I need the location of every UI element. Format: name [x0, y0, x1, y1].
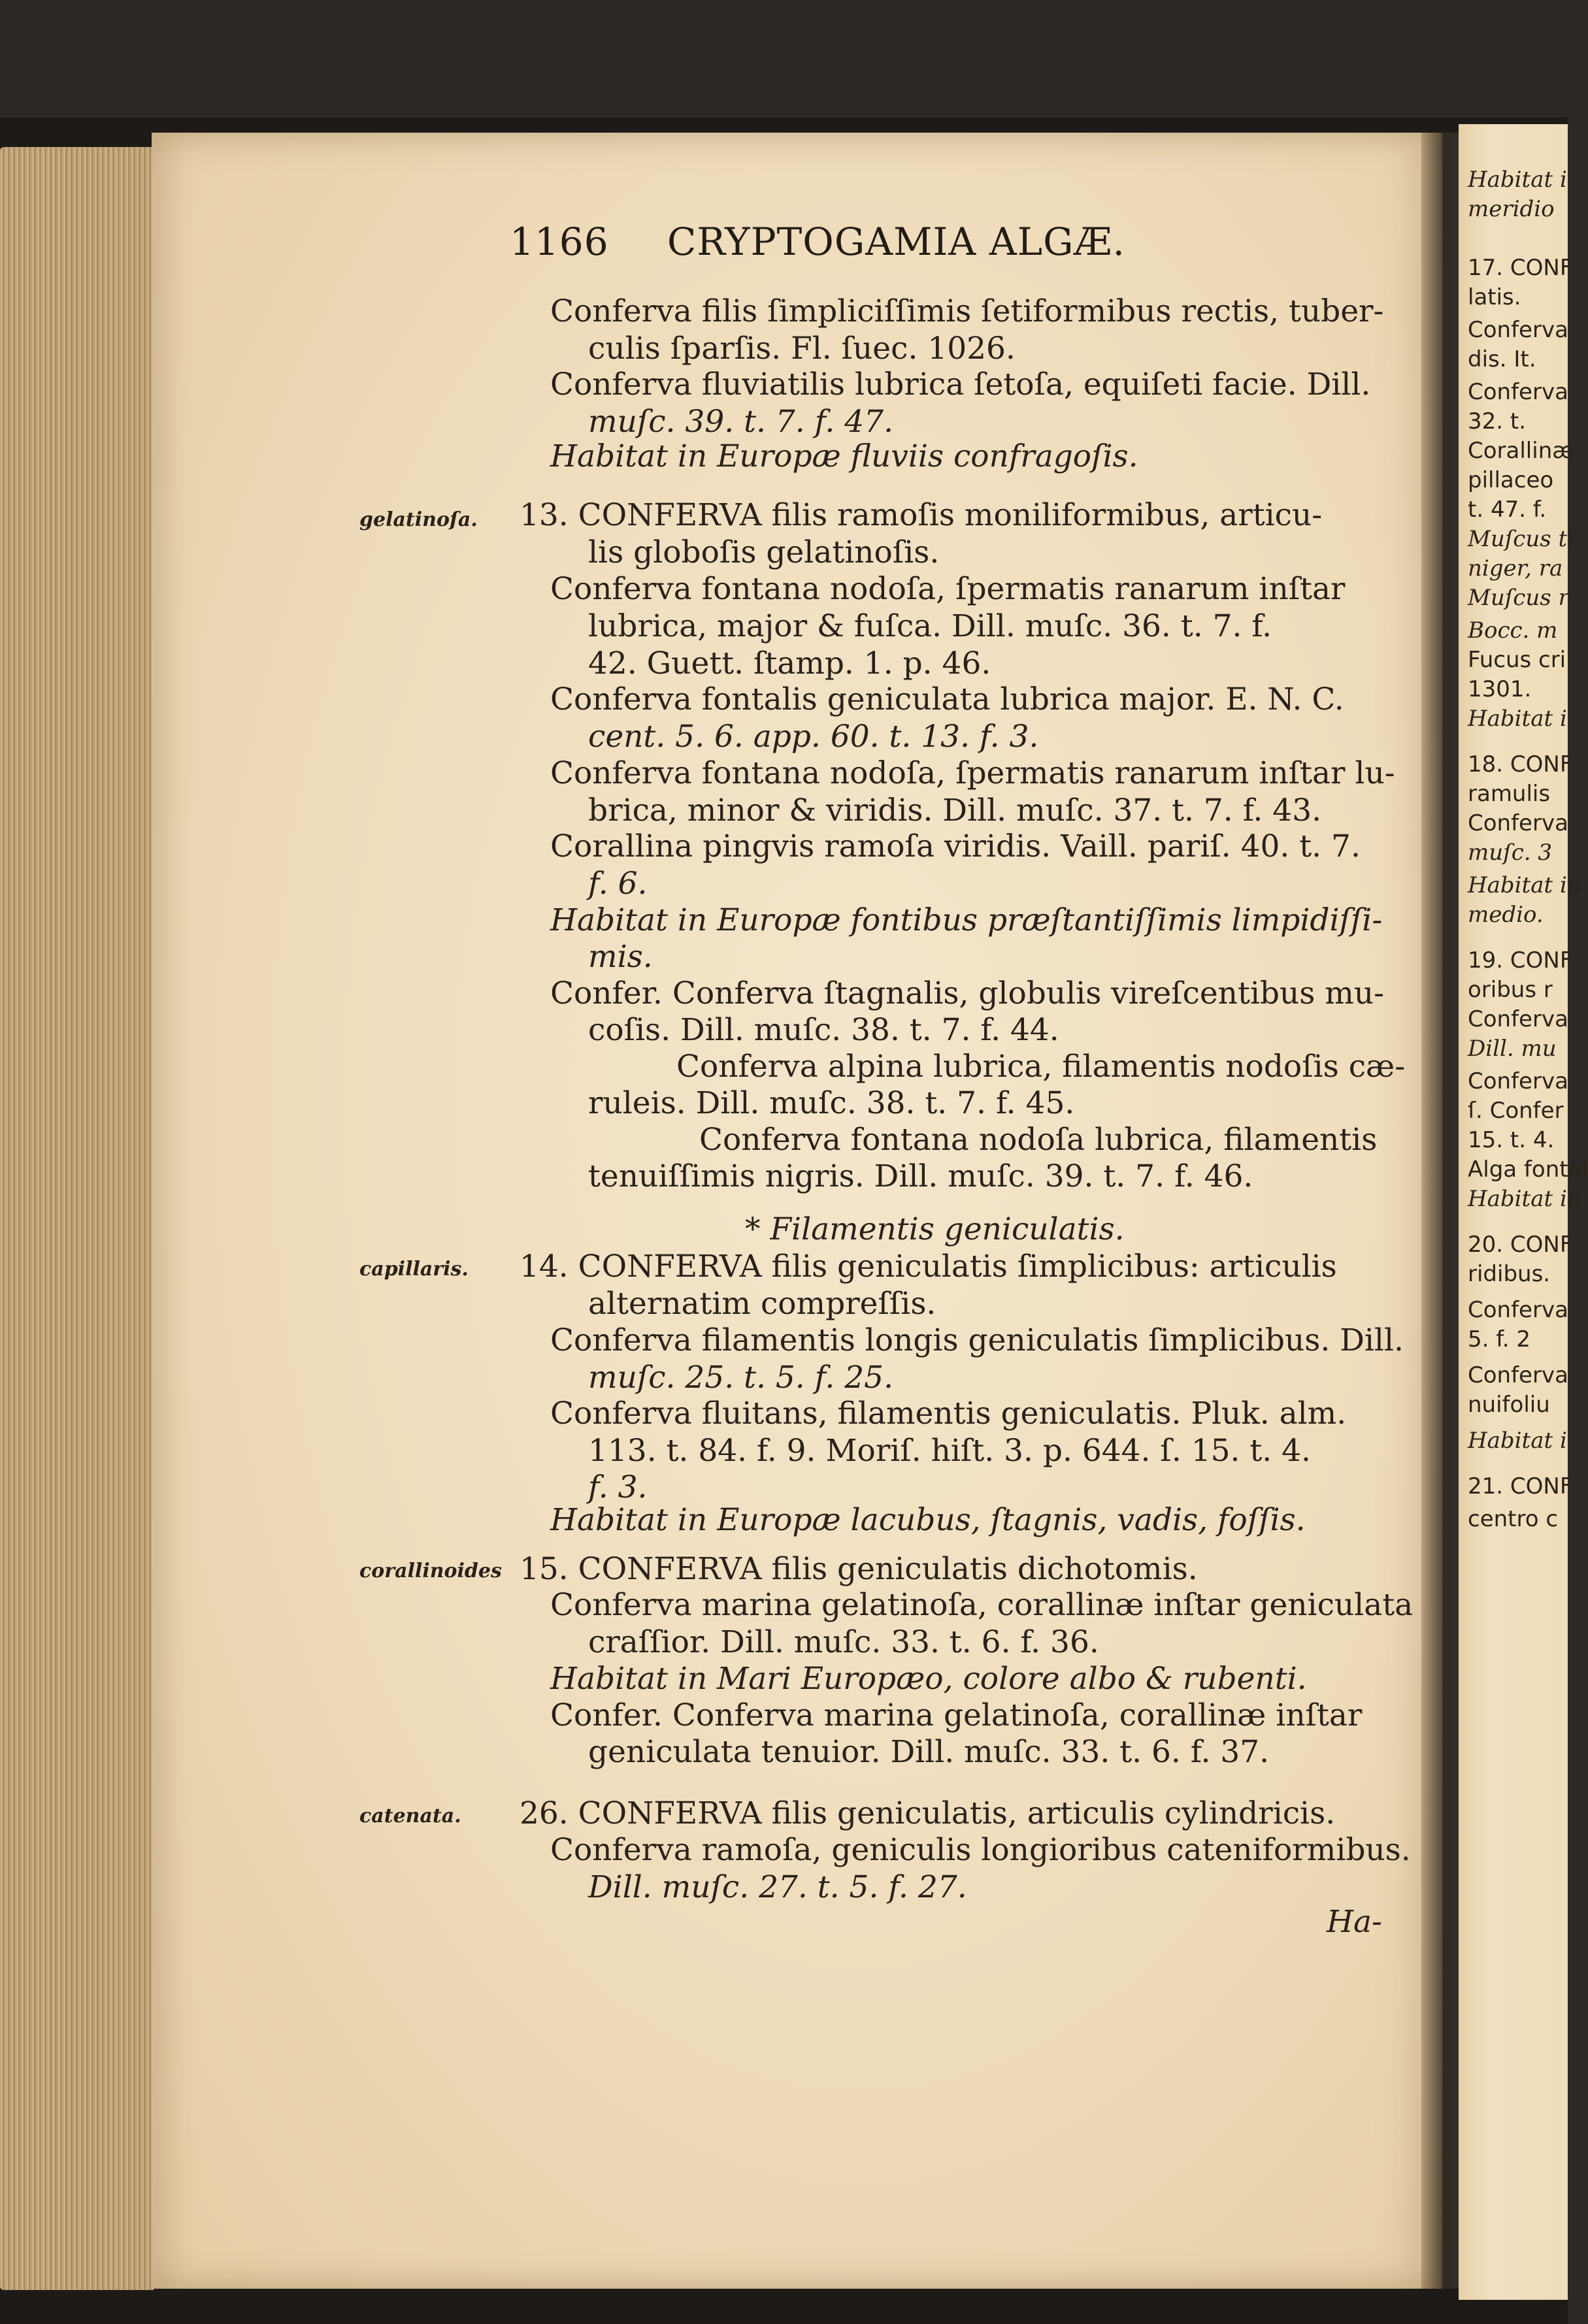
text-line: tenuiſſimis nigris. Dill. muſc. 39. t. 7. f. 46. — [588, 1158, 1253, 1194]
species-heading: 15. CONFERVA filis geniculatis dichotomis. — [520, 1551, 1198, 1587]
right-page-text-fragment: Conferva — [1468, 1297, 1568, 1323]
text-line: 42. Guett. ſtamp. 1. p. 46. — [588, 646, 991, 681]
text-line: Conferva fontalis geniculata lubrica major. E. N. C. — [550, 681, 1344, 717]
right-page-text-fragment: Habitat i — [1468, 167, 1567, 193]
text-line: Confer. Conferva ſtagnalis, globulis vireſcentibus mu- — [550, 975, 1384, 1011]
catchword: Ha- — [1327, 1904, 1382, 1940]
text-line: Conferva fontana nodoſa lubrica, filamentis — [699, 1122, 1378, 1158]
section-heading: * Filamentis geniculatis. — [745, 1211, 1125, 1247]
right-page-text-fragment: Dill. mu — [1468, 1036, 1557, 1062]
right-page-text-fragment: 5. f. 2 — [1468, 1326, 1530, 1352]
right-page-text-fragment: Corallinæ — [1468, 438, 1574, 464]
right-page-text-fragment: oribus r — [1468, 977, 1553, 1003]
right-page-text-fragment: Habitat i — [1468, 706, 1567, 732]
right-page-text-fragment: 21. CONF — [1468, 1473, 1573, 1499]
right-page-text-fragment: muſc. 3 — [1468, 840, 1553, 866]
text-line: muſc. 25. t. 5. f. 25. — [588, 1360, 894, 1396]
right-page-text-fragment: 17. CONF — [1468, 255, 1573, 281]
text-line: Habitat in Mari Europæo, colore albo & rubenti. — [550, 1661, 1307, 1697]
right-page-text-fragment: 32. t. — [1468, 408, 1527, 434]
right-page-text-fragment: Alga fontal — [1468, 1156, 1588, 1183]
right-page-fragment — [1459, 124, 1588, 2300]
species-heading: 26. CONFERVA filis geniculatis, articulis cylindricis. — [520, 1795, 1336, 1831]
text-line: Conferva alpina lubrica, filamentis nodoſis cæ- — [676, 1049, 1406, 1085]
text-line: 113. t. 84. f. 9. Moriſ. hiſt. 3. p. 644. ſ. 15. t. 4. — [588, 1433, 1311, 1469]
right-page-text-fragment: Conferva — [1468, 379, 1568, 405]
page-edges — [0, 147, 154, 2290]
right-page-text-fragment: Habitat i — [1468, 1428, 1567, 1454]
species-heading: 14. CONFERVA filis geniculatis ſimplicibus: articulis — [520, 1249, 1337, 1285]
right-page-text-fragment: centro c — [1468, 1506, 1559, 1532]
text-line: Conferva ramoſa, geniculis longioribus cateniformibus. — [550, 1832, 1411, 1868]
right-page-text-fragment: Fucus cri — [1468, 647, 1566, 673]
right-page-text-fragment: ſ. Confer — [1468, 1098, 1564, 1124]
text-line: f. 6. — [588, 866, 648, 902]
text-line: Conferva filamentis longis geniculatis ſimplicibus. Dill. — [550, 1322, 1404, 1358]
right-page-text-fragment: ridibus. — [1468, 1261, 1551, 1287]
right-page-text-fragment: nuifoliu — [1468, 1392, 1550, 1418]
text-line: Habitat in Europæ fluviis confragoſis. — [550, 438, 1138, 474]
text-line: brica, minor & viridis. Dill. muſc. 37. t. 7. f. 43. — [588, 793, 1322, 828]
margin-species-name: gelatinoſa. — [359, 508, 478, 531]
text-line: geniculata tenuior. Dill. muſc. 33. t. 6. f. 37. — [588, 1734, 1270, 1770]
text-line: mis. — [588, 939, 653, 975]
right-page-text-fragment: t. 47. f. — [1468, 497, 1547, 523]
right-page-text-fragment: 1301. — [1468, 676, 1532, 702]
text-line: muſc. 39. t. 7. f. 47. — [588, 404, 894, 440]
text-line: Habitat in Europæ lacubus, ſtagnis, vadis, foſſis. — [550, 1502, 1306, 1538]
margin-species-name: corallinoides — [359, 1560, 502, 1582]
right-page-text-fragment: Conferva — [1468, 1068, 1568, 1094]
running-title: CRYPTOGAMIA ALGÆ. — [667, 220, 1125, 264]
right-page-text-fragment: 20. CONF — [1468, 1232, 1573, 1258]
text-line: Conferva fluitans, filamentis geniculatis. Pluk. alm. — [550, 1396, 1347, 1432]
text-line: Corallina pingvis ramoſa viridis. Vaill. pariſ. 40. t. 7. — [550, 828, 1361, 864]
text-line: cent. 5. 6. app. 60. t. 13. f. 3. — [588, 719, 1039, 755]
right-page-text-fragment: medio. — [1468, 902, 1544, 928]
right-page-text-fragment: pillaceo — [1468, 467, 1554, 493]
right-page-text-fragment: Muſcus r — [1468, 585, 1569, 611]
text-line: craſſior. Dill. muſc. 33. t. 6. f. 36. — [588, 1624, 1099, 1660]
text-line: Conferva fontana nodoſa, ſpermatis ranarum inſtar — [550, 571, 1346, 607]
page-number: 1166 — [510, 220, 609, 264]
right-page-text-fragment: Conferva — [1468, 1006, 1568, 1032]
right-page-text-fragment: Bocc. m — [1468, 617, 1558, 644]
right-page-text-fragment: 15. t. 4. — [1468, 1127, 1555, 1153]
text-line: Confer. Conferva marina gelatinoſa, corallinæ inſtar — [550, 1697, 1363, 1733]
right-page-text-fragment: Conferva — [1468, 1362, 1568, 1388]
right-page-text-fragment: latis. — [1468, 284, 1521, 310]
right-page-text-fragment: meridio — [1468, 196, 1555, 222]
text-line: lubrica, major & fuſca. Dill. muſc. 36. t. 7. f. — [588, 608, 1272, 644]
right-page-text-fragment: ramulis — [1468, 781, 1551, 807]
right-page-text-fragment: dis. It. — [1468, 346, 1536, 372]
text-line: Habitat in Europæ fontibus præſtantiſſimis limpidiſſi- — [550, 902, 1383, 938]
right-page-text-fragment: Habitat in — [1468, 872, 1581, 898]
text-line: Conferva marina gelatinoſa, corallinæ inſtar geniculata — [550, 1587, 1414, 1623]
text-line: Conferva filis ſimpliciſſimis ſetiformibus rectis, tuber- — [550, 293, 1384, 329]
page-header — [510, 220, 1125, 264]
text-line: ruleis. Dill. muſc. 38. t. 7. f. 45. — [588, 1085, 1075, 1121]
right-page-text-fragment: 19. CONF — [1468, 947, 1573, 974]
right-page-text-fragment: niger, ra — [1468, 555, 1563, 581]
text-line: alternatim compreſſis. — [588, 1286, 936, 1322]
margin-species-name: capillaris. — [359, 1258, 469, 1281]
right-page-text-fragment: Conferva — [1468, 317, 1568, 343]
right-page-text-fragment: Habitat in — [1468, 1186, 1581, 1212]
book-gutter — [1421, 133, 1464, 2289]
text-line: coſis. Dill. muſc. 38. t. 7. f. 44. — [588, 1012, 1059, 1048]
text-line: culis ſparſis. Fl. ſuec. 1026. — [588, 331, 1016, 367]
text-line: lis globoſis gelatinoſis. — [588, 534, 940, 570]
margin-species-name: catenata. — [359, 1805, 461, 1827]
text-line: Dill. muſc. 27. t. 5. f. 27. — [588, 1869, 967, 1905]
species-heading: 13. CONFERVA filis ramoſis moniliformibus, articu- — [520, 497, 1323, 533]
text-line: Conferva fontana nodoſa, ſpermatis ranarum inſtar lu- — [550, 755, 1395, 791]
right-page-text-fragment: 18. CONF — [1468, 751, 1573, 777]
right-page-text-fragment: Conferva — [1468, 810, 1568, 836]
text-line: f. 3. — [588, 1469, 648, 1505]
text-line: Conferva fluviatilis lubrica ſetoſa, equiſeti facie. Dill. — [550, 367, 1371, 402]
right-page-text-fragment: Muſcus tr — [1468, 526, 1578, 552]
